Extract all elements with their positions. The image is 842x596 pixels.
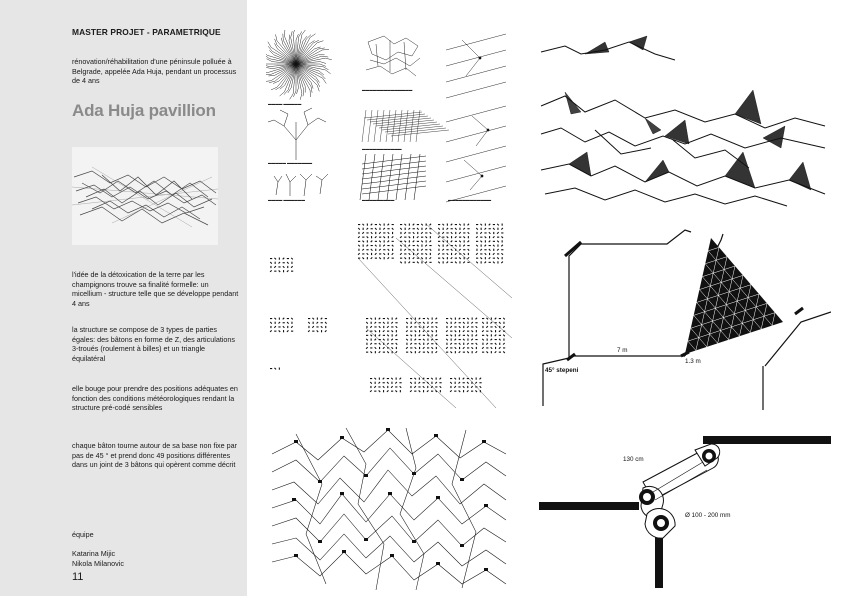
- paragraph-movement: elle bouge pour prendre des positions adéquates en fonction des conditions météorologiques rendant la structure pré-codé sensibles: [72, 384, 238, 413]
- team-members: [72, 549, 240, 568]
- growth-diagrams: [266, 30, 512, 210]
- page-title: Ada Huja pavillion: [72, 101, 216, 120]
- team-label: équipe: [72, 530, 94, 539]
- caption-mark: ▬▬▬▬▬▬▬▬▬▬▬▬: [448, 198, 492, 202]
- joint-detail-drawing: [535, 420, 831, 592]
- dimension-diameter: Ø 100 - 200 mm: [685, 512, 731, 519]
- position-matrices: [266, 218, 512, 408]
- section-header: MASTER PROJET - PARAMETRIQUE: [72, 27, 221, 37]
- mesh-dimension-drawing: [535, 214, 831, 410]
- network-diagram: [266, 424, 512, 592]
- network-diagram-panel: [266, 424, 512, 592]
- paragraph-structure: la structure se compose de 3 types de parties égales: des bâtons en forme de Z, des articulations 3-troués (roulement à billes) et un triangle équilatéral: [72, 325, 236, 363]
- pavilion-elevations-panel: [535, 30, 831, 210]
- caption-mark: ▬▬▬▬▬▬▬▬▬: [362, 198, 395, 202]
- caption-mark: ▬▬▬▬▬ ▬▬▬▬▬▬▬: [268, 161, 313, 165]
- caption-mark: ▬▬▬▬▬▬▬▬▬▬▬▬▬▬: [362, 88, 413, 92]
- paragraph-concept: l'idée de la détoxication de la terre par les champignons trouve sa finalité formelle: un micellium - structure telle que se développe pendant 4 ans: [72, 270, 239, 308]
- dimension-joint-length: 130 cm: [623, 456, 644, 463]
- page-number: 11: [72, 571, 84, 583]
- model-photo-sketch: [72, 147, 218, 245]
- joint-detail-panel: [535, 420, 831, 592]
- pavilion-elevations: [535, 30, 831, 210]
- caption-mark: ▬▬▬▬ ▬▬▬▬▬: [268, 102, 302, 106]
- growth-diagrams-panel: [266, 30, 512, 210]
- sidebar: [0, 0, 247, 596]
- caption-mark: ▬▬▬▬▬▬▬▬▬▬▬: [362, 147, 402, 151]
- caption-mark: ▬▬▬▬ ▬▬▬▬▬▬: [268, 198, 305, 202]
- team-member: Nikola Milanovic: [72, 558, 124, 568]
- intro-text: rénovation/réhabilitation d'une péninsule polluée à Belgrade, appelée Ada Huja, pendant un processus de 4 ans: [72, 57, 237, 86]
- dimension-height: 1.3 m: [685, 358, 701, 365]
- team-member: Katarina Mijic: [72, 549, 116, 558]
- mesh-dimension-panel: [535, 214, 831, 410]
- position-matrices-panel: [266, 218, 512, 408]
- paragraph-rotation: chaque bâton tourne autour de sa base non fixe par pas de 45 ° et prend donc 49 positions différentes dans un joint de 3 bâtons qui opèrent comme décrit: [72, 441, 238, 470]
- model-photo: [72, 147, 218, 245]
- dimension-length: 7 m: [617, 347, 628, 354]
- dimension-angle: 45° stepeni: [545, 367, 579, 374]
